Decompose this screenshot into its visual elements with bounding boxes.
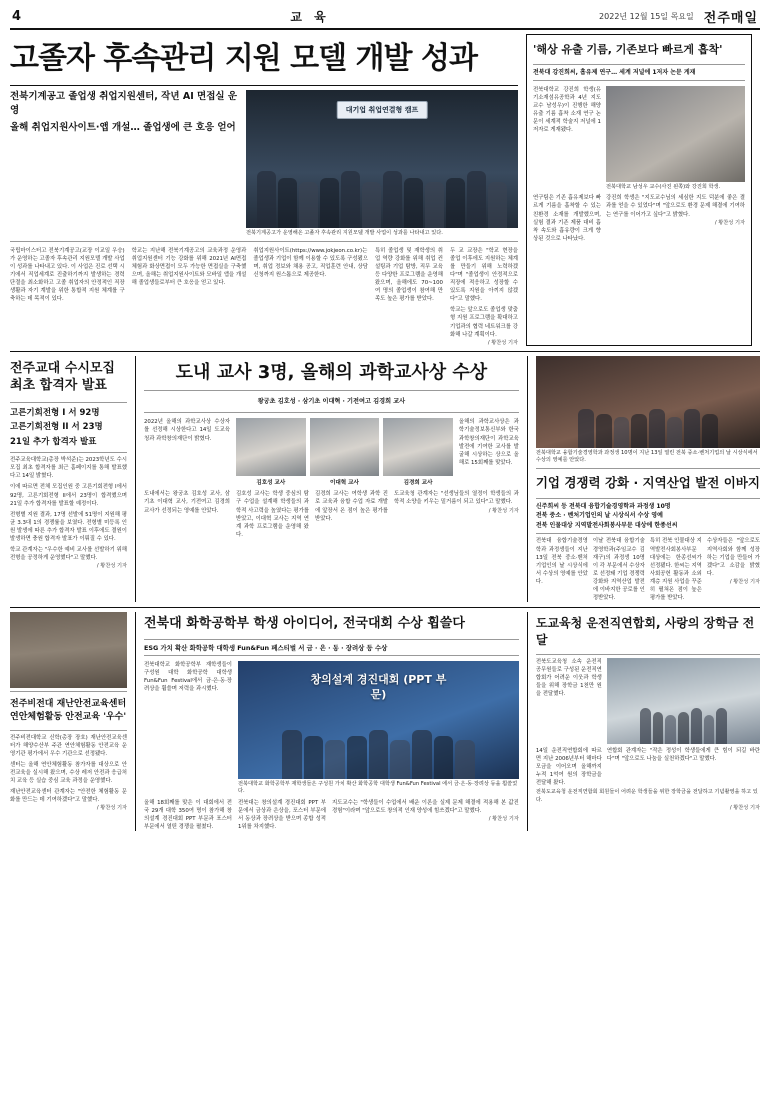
left-col2-byline: / 황찬성 기자 bbox=[96, 563, 128, 570]
lead-subhead-2: 올해 취업지원사이트·앱 개설… 졸업생에 큰 호응 얻어 bbox=[10, 121, 236, 133]
right-top-subhead: 전북대 강진희씨, 흡유제 연구… 세계 저널에 1저자 논문 게재 bbox=[533, 68, 696, 76]
bottom-left-col-1: 전주비전대학교 신학(총장 장호) 재난안전교육센터가 해양수산부 주관 연안체험활동 안전교육 운영기관 평가에서 우수 기관으로 선정됐다. bbox=[10, 734, 128, 757]
right-top-byline: / 황찬성 기자 bbox=[714, 219, 745, 226]
bottom-right-byline: / 황찬성 기자 bbox=[729, 805, 760, 812]
teacher-3 bbox=[383, 418, 453, 486]
bottom-center-headline: 전북대 화학공학부 학생 아이디어, 전국대회 수상 휩쓸다 bbox=[144, 616, 465, 632]
photo-people bbox=[246, 156, 518, 228]
photo-people bbox=[238, 718, 519, 779]
bottom-right-col-2: 14일 운전직연합회에 따르면 지난 2006년부터 해마다 모금을 이어오며 올해까지 누적 1억여 원의 장학금을 전달해 왔다. bbox=[535, 747, 602, 787]
teacher-1-photo bbox=[236, 418, 306, 476]
left-col2-col-4: 학교 관계자는 "우수한 예비 교사를 선발하기 위해 전형을 공정하게 운영했다"고 말했다. bbox=[10, 547, 128, 562]
bottom-left-col-3: 재난안전교육센터 관계자는 "안전한 체험활동 문화를 만드는 데 기여하겠다"고 말했다. bbox=[10, 789, 128, 804]
publication-date: 2022년 12월 15일 목요일 bbox=[599, 11, 694, 21]
ppt-banner-text: 창의설계 경진대회 (PPT 부문) bbox=[310, 672, 447, 701]
bottom-center-col-4: 지도교수는 "학생들이 수업에서 배운 이론을 실제 문제 해결에 적용해 본 값진 경험"이라며 "앞으로도 창의적 인재 양성에 힘쓰겠다"고 말했다. bbox=[332, 799, 519, 815]
bottom-left-headline: 전주비전대 재난안전교육센터 연안체험활동 안전교육 '우수' bbox=[10, 699, 127, 722]
lead-col-3: 취업지원사이트(https://www.jokjeon.co.kr)는 졸업생과 기업이 함께 이용할 수 있도록 구성됐으며, 취업 정보와 채용 공고, 직업훈련 안내, 상담 신청까지 원스톱으로 제공한다. bbox=[253, 247, 368, 278]
right-mid-subhead-2: 전북 중소 · 벤처기업인의 날 시상식서 수상 영예 bbox=[535, 512, 663, 520]
bottom-center-col-1: 전북대학교 화학공학부 재학생들이 구성원 대학 화학공학 대학생 Fun&Fun Festival에서 금·은·동·장려상을 휩쓸며 저력을 과시했다. bbox=[144, 661, 232, 693]
bottom-center-subhead: ESG 가치 확산 화학공학 대학생 Fun&Fun 페스티벌 서 금 · 은 · 동 · 장려상 등 수상 bbox=[144, 643, 388, 652]
center-award-col-1: 2022년 올해의 과학교사상 수상자를 선정해 시상한다고 14일 도교육청과 과학창의재단이 밝혔다. bbox=[144, 419, 230, 442]
teacher-headshots bbox=[236, 418, 453, 486]
bottom-right-col-1: 전북도교육청 소속 운전직 공무원들로 구성된 운전직연합회가 어려운 이웃과 학생들을 위해 장학금 1천만 원을 전달했다. bbox=[535, 658, 602, 698]
bottom-center-story bbox=[144, 612, 519, 831]
right-mid-subhead-3: 전북 인물대상 지역발전사회봉사부문 대상에 한종선씨 bbox=[535, 521, 678, 529]
lead-byline: / 황찬성 기자 bbox=[487, 339, 518, 346]
right-top-photo-caption: 전북대학교 남성우 교수(사진 왼쪽)와 강진희 학생. bbox=[606, 183, 721, 190]
left-col2-list-2: 고른기회전형 II 서 23명 bbox=[10, 422, 103, 433]
lead-col-5: 두 교 교장은 "학교 현장을 졸업 이후에도 지원하는 체계를 만들기 위해 노력하겠다"며 "졸업생이 안정적으로 직장에 적응하고 성장할 수 있도록 지원을 아끼지 않겠다"고 말했다. bbox=[449, 247, 518, 303]
right-top-col-3: 강진희 학생은 "지도교수님의 세심한 지도 덕분에 좋은 결과를 얻을 수 있었다"며 "앞으로도 환경 문제 해결에 기여하는 연구를 이어가고 싶다"고 밝혔다. bbox=[606, 195, 745, 218]
bottom-right-photo bbox=[607, 658, 760, 744]
lead-headline: 고졸자 후속관리 지원 모델 개발 성과 bbox=[10, 41, 477, 76]
lead-subhead-1: 전북기계공고 졸업생 취업지원센터, 작년 AI 면접실 운영 bbox=[10, 91, 238, 117]
teacher-1 bbox=[236, 418, 306, 486]
right-mid-photo-caption: 전북대학교 융합기술경영학과 과정생 10명이 지난 13일 열린 전북 중소·벤처기업의 날 시상식에서 수상의 영예를 안았다. bbox=[535, 449, 758, 464]
teacher-2-photo bbox=[310, 418, 380, 476]
teacher-2 bbox=[310, 418, 380, 486]
bottom-left-photo bbox=[10, 612, 127, 688]
lead-col-2: 학교는 지난해 전북기계공고의 교육과정 운영과 취업지원센터 기능 강화를 위해 2021년 AI면접 체험과 화상면접이 모두 가능한 면접실을 구축했으며, 올해는 취업지원사이트와 모바일 앱을 개설해 졸업생들로부터 큰 호응을 얻고 있다. bbox=[131, 247, 247, 286]
left-col2-list-3: 21일 추가 합격자 발표 bbox=[10, 436, 97, 447]
right-mid-story bbox=[536, 356, 760, 603]
photo-banner-text: 대기업 취업연결형 캠프 bbox=[337, 101, 428, 119]
bottom-center-byline: / 황찬성 기자 bbox=[488, 816, 519, 823]
lead-photo-caption: 전북기계공고가 운영해온 고졸자 후속관리 지원모델 개발 사업이 성과를 나타내고 있다. bbox=[246, 230, 443, 236]
bottom-left-byline: / 황찬성 기자 bbox=[96, 805, 128, 812]
left-col2-story bbox=[10, 356, 127, 603]
photo-people bbox=[536, 400, 760, 448]
left-col2-col-3: 전형별 지원 결과, 17명 선발에 51명이 지원해 평균 3.3대 1의 경쟁률을 보였다. 전형별 미등록 인원 발생에 따른 추가 합격자 발표 이후에도 결원이 발생하면 충원 합격자 발표가 이뤄질 수 있다. bbox=[10, 511, 128, 543]
right-mid-col-1: 전북대 융합기술경영학과 과정생들이 지난 13일 전북 중소·벤처기업인의 날 시상식에서 수상의 영예를 안았다. bbox=[535, 538, 588, 585]
bottom-center-photo bbox=[238, 661, 519, 779]
center-award-col-6: 도교육청 관계자는 "선생님들의 열정이 학생들의 과학적 소양을 키우는 밑거름이 되고 있다"고 말했다. bbox=[394, 491, 519, 506]
lead-col-4: 특히 졸업생 및 재학생의 취업 역량 강화를 위해 취업 컨설팅과 기업 탐방, 직무 교육 등 다양한 프로그램을 운영해 왔으며, 올해에도 70~100여 명의 졸업생이 참여해 만족도 높은 평가를 받았다. bbox=[374, 247, 443, 303]
right-mid-subhead-1: 신주희씨 등 전북대 융합기술경영학과 과정생 10명 bbox=[535, 502, 671, 510]
divider bbox=[10, 85, 518, 86]
right-mid-headline: 기업 경쟁력 강화 · 지역산업 발전 이바지 bbox=[535, 474, 760, 490]
divider bbox=[10, 351, 760, 352]
center-award-story bbox=[144, 356, 519, 603]
bottom-center-photo-caption: 전북대학교 화학공학부 재학생들은 구성원 가치 확산 화학공학 대학생 Fun&Fun Festival 에서 금·은·동·장려상 등을 휩쓸었다. bbox=[238, 780, 518, 795]
right-mid-col-3: 특히 전북 인물대상 지역발전사회봉사부문 대상에는 한종선씨가 선정됐다. 한씨는 지역 사회공헌 활동과 소외계층 지원 사업을 꾸준히 펼쳐온 점이 높은 평가를 받았다. bbox=[649, 538, 702, 602]
teacher-2-name: 이대혁 교사 bbox=[329, 480, 359, 487]
bottom-left-story bbox=[10, 612, 127, 831]
right-mid-col-4: 수상자들은 "앞으로도 지역사회와 함께 성장하는 기업을 만들어 가겠다"고 소감을 밝혔다. bbox=[706, 538, 760, 577]
right-top-col-1: 전북대학교 강진희 학생(유기소재섬유공학과 4년 지도교수 남성우)이 진행한 해양 유출 기름 흡착 소재 연구 논문이 세계적 학술지 저널에 1저자로 게재됐다. bbox=[533, 86, 601, 134]
lead-col-6: 학교는 앞으로도 졸업생 맞춤형 지원 프로그램을 확대하고 기업과의 협력 네트워크를 강화해 나갈 계획이다. bbox=[449, 307, 518, 338]
center-award-kicker: 왕궁초 김호성 · 삼기초 이대혁 · 기전여고 김경희 교사 bbox=[257, 398, 406, 406]
bottom-center-col-3: 전북대는 창의설계 경진대회 PPT 부문에서 금상과 은상을, 포스터 부문에서 동상과 장려상을 받으며 종합 성적 1위를 차지했다. bbox=[238, 799, 326, 831]
right-top-story bbox=[526, 34, 752, 346]
masthead bbox=[10, 6, 760, 30]
right-top-photo bbox=[606, 86, 745, 182]
right-top-col-2: 연구팀은 기존 흡유제보다 빠르게 기름을 흡착할 수 있는 친환경 소재를 개발했으며, 실험 결과 기존 제품 대비 흡착 속도와 흡유량이 크게 향상된 것으로 나타났다. bbox=[533, 195, 601, 242]
bottom-right-story bbox=[536, 612, 760, 831]
lead-photo bbox=[246, 90, 518, 228]
right-mid-col-2: 이날 전북대 융합기술경영학과(주임교수 김재구)의 과정생 10명이 각 부문에서 수상자로 선정돼 기업 경쟁력 강화와 지역산업 발전에 이바지한 공로를 인정받았다. bbox=[592, 538, 645, 602]
left-col2-col-1: 전주교육대학교(총장 박석준)는 2023학년도 수시모집 최초 합격자를 최근 홈페이지를 통해 발표했다고 14일 밝혔다. bbox=[10, 457, 128, 480]
center-award-col-3: 도내에서는 왕궁초 김호성 교사, 삼기초 이대혁 교사, 기전여고 김경희 교사가 선정되는 영예를 안았다. bbox=[144, 491, 230, 514]
left-col2-col-2: 이에 따르면 전체 모집인원 중 고른기회전형 I에서 92명, 고른기회전형 II에서 23명이 합격했으며 21일 추가 합격자를 발표할 예정이다. bbox=[10, 484, 128, 507]
section-label: 교 육 bbox=[290, 9, 330, 24]
paper-name: 전주매일 bbox=[703, 10, 758, 26]
bottom-center-col-2: 올해 18회째를 맞은 이 대회에서 전국 29개 대학 350여 명이 참가해 창의설계 경진대회 PPT 부문과 포스터 부문에서 열띤 경쟁을 펼쳤다. bbox=[144, 799, 232, 831]
center-award-col-5: 김경희 교사는 여학생 과학 진로 교육과 융합 수업 자료 개발에 앞장서 온 점이 높은 평가를 받았다. bbox=[315, 491, 388, 522]
divider bbox=[10, 241, 518, 242]
page-number: 4 bbox=[12, 8, 22, 24]
center-award-byline: / 황찬성 기자 bbox=[488, 507, 519, 514]
right-mid-byline: / 황찬성 기자 bbox=[729, 579, 760, 585]
bottom-right-photo-caption: 전북도교육청 운전직연합회 회원들이 어려운 학생들을 위한 장학금을 전달하고 기념촬영을 하고 있다. bbox=[535, 789, 758, 803]
lead-col-1: 국립마이스터고 전북기계공고(교장 이교일 우승)가 운영하는 고졸자 후속관리 지원모델 개발 사업이 성과를 나타내고 있다. 이 사업은 진로 선택 시기에서 직업세계로 진출하기까지 발생하는 경력 단절을 최소화하고 고졸 취업자의 안정적인 직장 생활과 자기 계발을 위한 통합적 지원 체계를 구축하는 데 목적이 있다. bbox=[10, 247, 125, 303]
right-mid-photo bbox=[536, 356, 760, 448]
left-col2-headline: 전주교대 수시모집 최초 합격자 발표 bbox=[10, 360, 115, 394]
teacher-3-name: 김경희 교사 bbox=[403, 480, 433, 487]
center-award-col-4: 김호성 교사는 학생 중심의 탐구 수업을 설계해 학생들의 과학적 사고력을 높였다는 평가를 받았고, 이대혁 교사는 지역 연계 과학 프로그램을 운영해 왔다. bbox=[236, 491, 309, 538]
bottom-left-col-2: 센터는 올해 연안체험활동 참가자를 대상으로 안전교육을 실시해 왔으며, 수상 레저 안전과 응급처치 교육 등 실습 중심 교육 과정을 운영했다. bbox=[10, 761, 128, 785]
bottom-right-col-3: 연합회 관계자는 "작은 정성이 학생들에게 큰 힘이 되길 바란다"며 "앞으로도 나눔을 실천하겠다"고 말했다. bbox=[606, 747, 760, 762]
center-award-headline: 도내 교사 3명, 올해의 과학교사상 수상 bbox=[175, 361, 488, 383]
teacher-3-photo bbox=[383, 418, 453, 476]
right-top-headline: '해상 유출 기름, 기존보다 빠르게 흡착' bbox=[533, 43, 723, 56]
bottom-right-headline: 도교육청 운전직연합회, 사랑의 장학금 전달 bbox=[535, 616, 755, 647]
teacher-1-name: 김호성 교사 bbox=[256, 480, 286, 487]
center-award-col-2: 올해의 과학교사상은 과학기술정보통신부와 한국과학창의재단이 과학교육 발전에 기여한 교사를 발굴해 시상하는 상으로 올해로 15회째를 맞았다. bbox=[458, 419, 519, 466]
divider bbox=[10, 607, 760, 608]
photo-people bbox=[607, 699, 760, 744]
left-col2-list-1: 고른기회전형 I 서 92명 bbox=[10, 407, 100, 418]
